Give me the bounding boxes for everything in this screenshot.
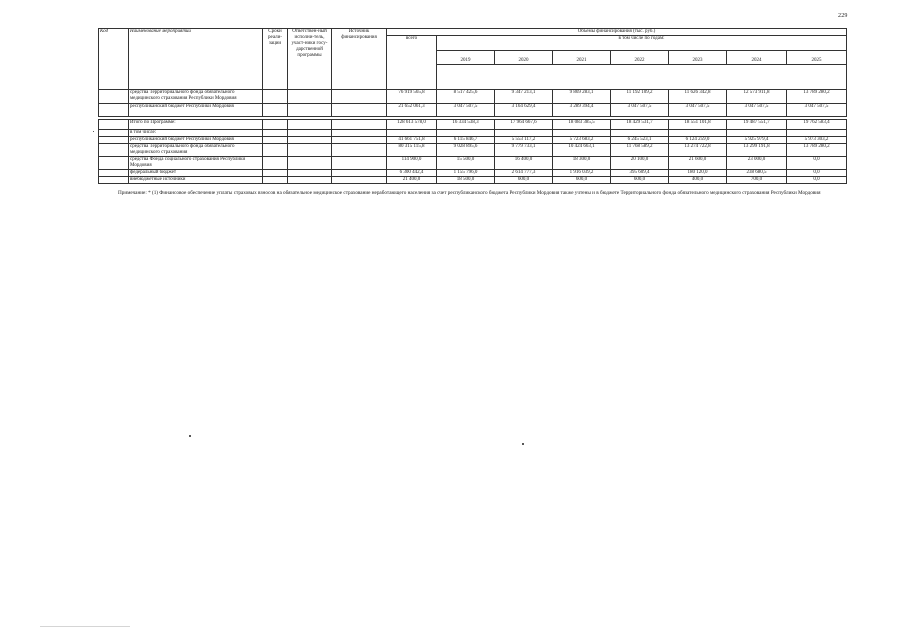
cell-value: 13 789 280,2 [787,144,847,157]
header-responsible: Ответствен-ный исполни-тель, участ-ники госу-дарственной программы [288,29,332,90]
cell-value: 1 916 039,2 [553,170,611,177]
cell-value: 12 573 911,8 [727,90,787,104]
scan-speck [522,443,524,445]
cell-value [669,130,727,137]
cell-value: 5 723 683,2 [553,137,611,144]
header-year: 2020 [495,51,553,65]
cell-value: 6 115 846,7 [437,137,495,144]
cell-value: 18 551 101,8 [669,120,727,130]
cell-value: 3 164 629,4 [495,104,553,117]
cell-value: 0,0 [787,177,847,184]
header-year: 2019 [437,51,495,65]
cell-value: 3 047 507,5 [669,104,727,117]
row-name: средства Территориального фонда обязательного медицинского страхования [129,144,263,157]
cell-value: 23 000,0 [727,157,787,170]
table-row [99,157,847,170]
cell-value: 11 626 342,8 [669,90,727,104]
cell-value [387,130,437,137]
cell-value: 19 762 583,4 [787,120,847,130]
cell-value: 13 789 280,2 [787,90,847,104]
cell-value: 76 919 565,8 [387,90,437,104]
row-name: в том числе: [129,130,263,137]
cell-value: 10 424 663,1 [553,144,611,157]
header-including: в том числе по годам: [437,36,847,51]
row-name: Итого по Программе: [129,120,263,130]
cell-value: 9 347 213,1 [495,90,553,104]
table-row [99,104,847,117]
cell-value: 21 600,0 [669,157,727,170]
cell-value: 0,0 [787,157,847,170]
table-row [99,144,847,157]
cell-value: 3 047 507,5 [437,104,495,117]
cell-value: 16 400,0 [495,157,553,170]
cell-value: 13 299 191,8 [727,144,787,157]
cell-value: 8 517 425,6 [437,90,495,104]
cell-value: 6 300 442,4 [387,170,437,177]
cell-value: 11 192 109,2 [611,90,669,104]
header-name: Наименование мероприятий [129,29,263,90]
header-terms: Сроки реали-зации [263,29,288,90]
cell-value: 5 553 117,2 [495,137,553,144]
header-year: 2025 [787,51,847,65]
cell-value [437,130,495,137]
cell-value: 9 869 283,1 [553,90,611,104]
cell-value: 13 274 722,8 [669,144,727,157]
row-name: средства Территориального фонда обязательного медицинского страхования Республики Мордовия [129,90,263,104]
cell-value: 18 083 385,5 [553,120,611,130]
cell-value: 128 613 578,0 [387,120,437,130]
cell-value: 18 300,0 [553,157,611,170]
table-row [99,170,847,177]
cell-value: 3 047 507,5 [727,104,787,117]
cell-value: 21 400,0 [387,177,437,184]
cell-value: 238 680,5 [727,170,787,177]
financing-table [98,28,847,184]
cell-value: 3 047 507,5 [787,104,847,117]
cell-value: 11 768 589,2 [611,144,669,157]
cell-value: 114 900,0 [387,157,437,170]
cell-value: 3 047 507,5 [611,104,669,117]
cell-value: 600,0 [553,177,611,184]
cell-value [553,130,611,137]
cell-value: 21 652 061,3 [387,104,437,117]
table-row [99,177,847,184]
row-name: республиканский бюджет Республики Мордовия [129,137,263,144]
cell-value: 15 500,0 [437,157,495,170]
cell-value: 16 334 538,3 [437,120,495,130]
header-year: 2024 [727,51,787,65]
footnote: Примечание: * (1) Финансовое обеспечение уплаты страховых взносов на обязательное медицинское страхование неработающего населения за счет республиканского бюджета Республики Мордовия также учтены и в бюджете Территориального фонда обязательного медицинского страхования Республики Мордовия [118,190,821,196]
cell-value: 5 925 979,4 [727,137,787,144]
cell-value: 3 289 394,4 [553,104,611,117]
cell-value: 19 487 551,7 [727,120,787,130]
cell-value: 600,0 [611,177,669,184]
header-year: 2022 [611,51,669,65]
cell-value: 700,0 [727,177,787,184]
table-row [99,130,847,137]
cell-value [727,130,787,137]
scan-mark [40,626,130,627]
cell-value: 6 245 523,1 [611,137,669,144]
header-year: 2023 [669,51,727,65]
row-name: республиканский бюджет Республики Мордовия [129,104,263,117]
scan-speck [93,131,94,132]
table-row [99,120,847,130]
header-code: Код [99,29,129,90]
header-source: Источник финансирования [332,29,387,90]
table-row [99,90,847,104]
cell-value: 180 120,0 [669,170,727,177]
cell-value [787,130,847,137]
cell-value: 400,0 [669,177,727,184]
cell-value: 0,0 [787,170,847,177]
cell-value: 2 614 777,3 [495,170,553,177]
cell-value: 18 429 531,7 [611,120,669,130]
page-number: 229 [838,13,848,19]
cell-value: 80 315 115,8 [387,144,437,157]
row-name: средства Фонда социального страхования Республики Мордовия [129,157,263,170]
cell-value: 1 155 796,0 [437,170,495,177]
cell-value: 17 964 667,6 [495,120,553,130]
cell-value: 600,0 [495,177,553,184]
row-name: федеральный бюджет [129,170,263,177]
scan-speck [189,435,191,437]
row-name: внебюджетные источники [129,177,263,184]
cell-value [611,130,669,137]
table-row [99,137,847,144]
cell-value: 9 028 895,6 [437,144,495,157]
header-volume: Объемы финансирования (тыс. руб.) [387,29,847,36]
cell-value: 9 779 733,1 [495,144,553,157]
header-total: всего [387,36,437,90]
header-year: 2021 [553,51,611,65]
cell-value [495,130,553,137]
cell-value: 20 100,0 [611,157,669,170]
cell-value: 5 973 303,2 [787,137,847,144]
cell-value: 41 661 751,8 [387,137,437,144]
cell-value: 395 609,4 [611,170,669,177]
cell-value: 6 124 259,0 [669,137,727,144]
cell-value: 18 500,0 [437,177,495,184]
